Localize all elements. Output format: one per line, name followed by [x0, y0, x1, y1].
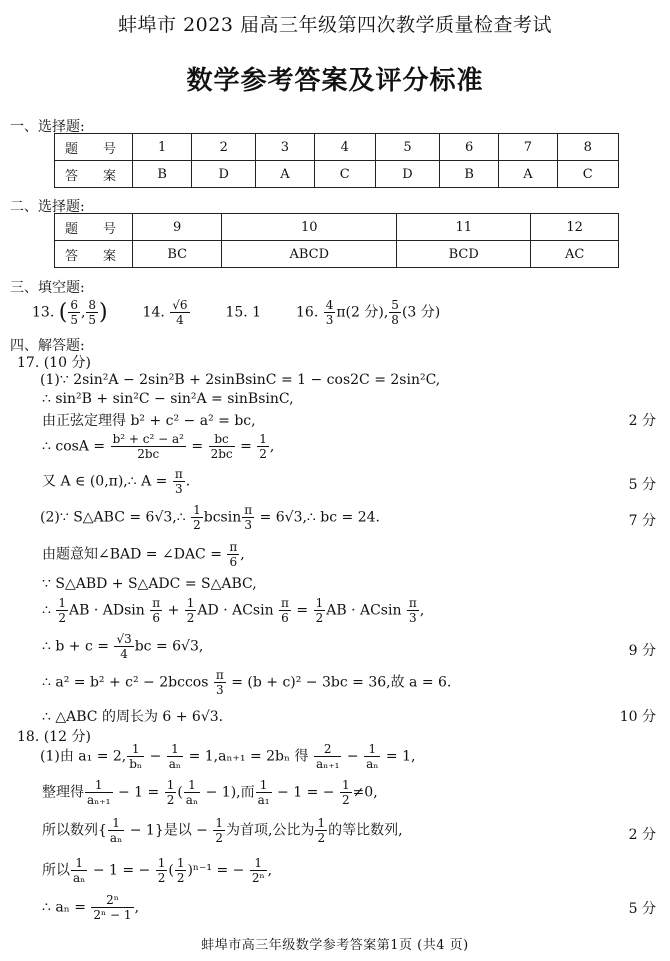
score-mark: 10 分	[619, 709, 656, 725]
score-mark: 5 分	[628, 477, 656, 493]
table-cell: 7	[499, 134, 557, 161]
table-cell: 9	[133, 214, 222, 241]
document-subtitle: 数学参考答案及评分标准	[186, 66, 484, 96]
table-row	[55, 214, 619, 241]
fraction: $\frac{6}{5}$	[70, 298, 78, 327]
section-2-label: 二、选择题:	[10, 199, 85, 215]
table-cell: 4	[314, 134, 375, 161]
answer-table-2	[54, 213, 619, 268]
q17-line: ∴ sin²B + sin²C − sin²A = sinBsinC,	[42, 391, 294, 407]
table-row	[55, 241, 619, 268]
row-header: 答 案	[55, 241, 133, 268]
q18-line: 所以数列{ $\frac{1}{\text{aₙ}}$ − 1}是以 − $\frac{1}{2}$ 为首项,公比为 $\frac{1}{2}$ 的等比数列,	[42, 816, 403, 845]
q18-line: 所以 $\frac{1}{\text{aₙ}}$ − 1 = − $\frac{1}{2}$ ( $\frac{1}{2}$ )ⁿ⁻¹ = − $\frac{1}{\text{2ⁿ}}$ ,	[42, 856, 273, 885]
row-header: 答 案	[55, 161, 133, 188]
q17-line: 由题意知∠BAD = ∠DAC = $\frac{\pi}{6}$ ,	[42, 540, 245, 569]
q18-header: 18. (12 分)	[17, 729, 91, 745]
section-3-label: 三、填空题:	[10, 280, 85, 296]
table-cell: D	[192, 161, 256, 188]
table-cell: C	[314, 161, 375, 188]
table-cell: 10	[222, 214, 397, 241]
q17-line: ∴ cosA = $\frac{\text{b² + c² − a²}}{2bc}$ = $\frac{bc}{2bc}$ = $\frac{1}{2}$ ,	[42, 432, 275, 461]
answer-table-1	[54, 133, 619, 188]
fill-in-answers: 13. ( $\frac{6}{5}$ , $\frac{8}{5}$ ) 14. $\frac{√6}{4}$ 15. 1 16. $\frac{4}{3}$ π(2 分), $\frac{5}{8}$ (3 分)	[32, 298, 441, 327]
fraction: $\frac{4}{3}$	[325, 298, 334, 327]
page-footer: 蚌埠市高三年级数学参考答案第1页 (共4 页)	[201, 938, 469, 953]
fraction: $\frac{√6}{4}$	[172, 298, 188, 327]
q17-header: 17. (10 分)	[17, 355, 91, 371]
table-cell: A	[256, 161, 314, 188]
score-mark: 2 分	[628, 413, 656, 429]
table-cell: B	[440, 161, 499, 188]
q17-line: ∴ b + c = $\frac{√3}{4}$ bc = 6√3,	[42, 632, 204, 661]
q15-number: 15.	[225, 304, 248, 321]
table-cell: BC	[133, 241, 222, 268]
score-mark: 2 分	[628, 827, 656, 843]
q17-line: 又 A ∈ (0,π),∴ A = $\frac{\pi}{3}$ .	[42, 467, 191, 496]
q18-line: 整理得 $\frac{1}{\text{aₙ₊₁}}$ − 1 = $\frac{1}{2}$ ( $\frac{1}{\text{aₙ}}$ − 1),而 $\frac{1}{\text{a₁}}$ − 1 = − $\frac{1}{2}$ ≠0,	[42, 778, 378, 807]
table-cell: 5	[375, 134, 439, 161]
q17-line: ∴ △ABC 的周长为 6 + 6√3.	[42, 709, 224, 725]
q17-line: ∴ $\frac{1}{2}$ AB · ADsin $\frac{\pi}{6}$ + $\frac{1}{2}$ AD · ACsin $\frac{\pi}{6}$ = $\frac{1}{2}$ AB · ACsin $\frac{\pi}{3}$ ,	[42, 596, 425, 625]
table-cell: A	[499, 161, 557, 188]
q18-line: ∴ aₙ = $\frac{\text{2ⁿ}}{\text{2ⁿ − 1}}$ ,	[42, 893, 140, 922]
q17-line: 由正弦定理得 b² + c² − a² = bc,	[42, 413, 256, 429]
table-cell: ABCD	[222, 241, 397, 268]
table-row	[55, 161, 619, 188]
table-cell: 6	[440, 134, 499, 161]
table-cell: D	[375, 161, 439, 188]
row-header: 题 号	[55, 214, 133, 241]
table-cell: 2	[192, 134, 256, 161]
q13-number: 13.	[32, 304, 55, 321]
exam-title: 蚌埠市 2023 届高三年级第四次教学质量检查考试	[118, 14, 552, 36]
table-cell: BCD	[397, 241, 531, 268]
section-4-label: 四、解答题:	[10, 338, 85, 354]
table-row	[55, 134, 619, 161]
table-cell: 11	[397, 214, 531, 241]
table-cell: AC	[531, 241, 619, 268]
q17-line: ∵ S△ABD + S△ADC = S△ABC,	[42, 576, 257, 592]
section-1-label: 一、选择题:	[10, 119, 85, 135]
table-cell: 3	[256, 134, 314, 161]
table-cell: C	[557, 161, 618, 188]
score-mark: 9 分	[628, 643, 656, 659]
q17-line: (2)∵ S△ABC = 6√3,∴ $\frac{1}{2}$ bcsin $\frac{\pi}{3}$ = 6√3,∴ bc = 24.	[40, 503, 380, 532]
table-cell: B	[133, 161, 192, 188]
q15-answer: 1	[252, 304, 262, 321]
score-mark: 7 分	[628, 513, 656, 529]
table-cell: 12	[531, 214, 619, 241]
fraction: $\frac{5}{8}$	[391, 298, 399, 327]
fraction: $\frac{8}{5}$	[88, 298, 97, 327]
q14-number: 14.	[142, 304, 165, 321]
score-mark: 5 分	[628, 901, 656, 917]
q18-line: (1)由 a₁ = 2, $\frac{1}{\text{bₙ}}$ − $\frac{1}{\text{aₙ}}$ = 1,aₙ₊₁ = 2bₙ 得 $\frac{2}{\text{aₙ₊₁}}$ − $\frac{1}{\text{aₙ}}$ = 1,	[40, 742, 416, 771]
row-header: 题 号	[55, 134, 133, 161]
table-cell: 8	[557, 134, 618, 161]
q17-line: (1)∵ 2sin²A − 2sin²B + 2sinBsinC = 1 − cos2C = 2sin²C,	[40, 372, 441, 388]
q17-line: ∴ a² = b² + c² − 2bccos $\frac{\pi}{3}$ = (b + c)² − 3bc = 36,故 a = 6.	[42, 668, 452, 697]
q16-number: 16.	[296, 304, 319, 321]
table-cell: 1	[133, 134, 192, 161]
